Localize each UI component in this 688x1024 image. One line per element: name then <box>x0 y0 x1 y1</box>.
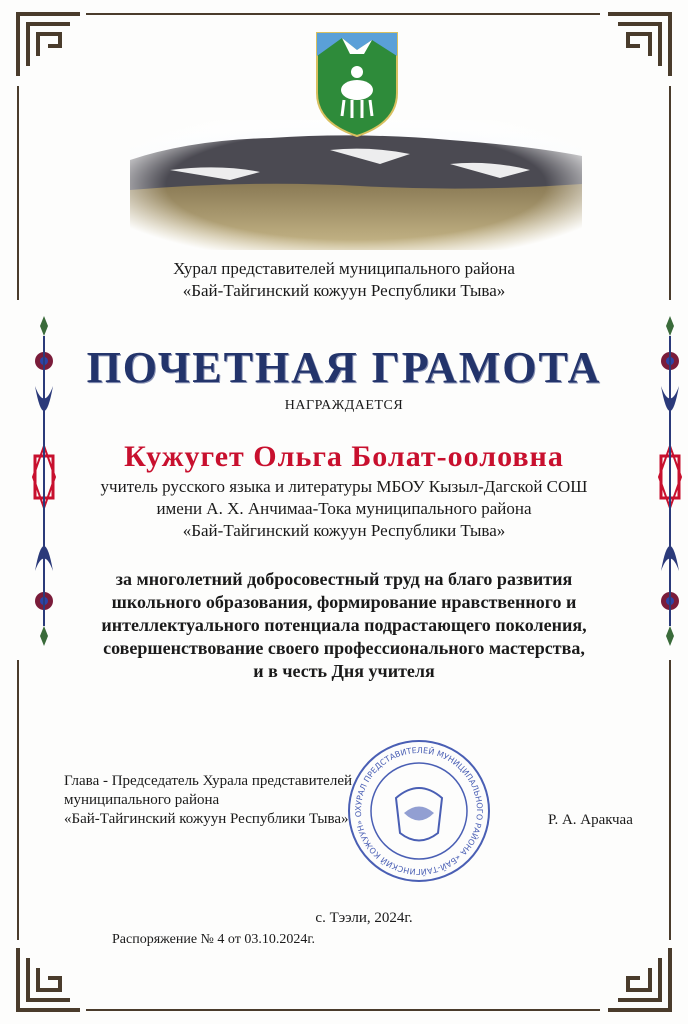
signer-line-1: Глава - Председатель Хурала представителей <box>64 773 353 789</box>
certificate-title: ПОЧЕТНАЯ ГРАМОТА <box>86 343 602 392</box>
issuer-line-2: «Бай-Тайгинский кожуун Республики Тыва» <box>182 281 506 300</box>
signer-line-3: «Бай-Тайгинский кожуун Республики Тыва» <box>64 811 349 827</box>
official-seal-stamp <box>346 738 492 884</box>
signer-block <box>64 772 352 829</box>
reason-line-4: совершенствование своего профессионального мастерства, <box>103 638 585 658</box>
order-reference: Распоряжение № 4 от 03.10.2024г. <box>112 932 315 947</box>
mountain-landscape-image <box>130 120 582 250</box>
position-line-1: учитель русского языка и литературы МБОУ Кызыл-Дагской СОШ <box>100 477 588 496</box>
position-line-3: «Бай-Тайгинский кожуун Республики Тыва» <box>182 521 506 540</box>
recipient-position <box>0 476 688 542</box>
position-line-2: имени А. Х. Анчимаа-Тока муниципального района <box>156 499 532 518</box>
place-and-date: с. Тээли, 2024г. <box>315 910 413 926</box>
awarded-label: НАГРАЖДАЕТСЯ <box>284 398 404 413</box>
issuer-heading <box>0 258 688 302</box>
issuer-line-1: Хурал представителей муниципального района <box>173 259 515 278</box>
reason-line-3: интеллектуального потенциала подрастающего поколения, <box>101 615 587 635</box>
signer-line-2: муниципального района <box>64 792 220 808</box>
award-reason <box>0 568 688 683</box>
signer-name: Р. А. Аракчаа <box>548 812 633 828</box>
coat-of-arms-emblem <box>312 28 402 138</box>
reason-line-5: и в честь Дня учителя <box>253 661 435 681</box>
reason-line-2: школьного образования, формирование нравственного и <box>111 592 577 612</box>
reason-line-1: за многолетний добросовестный труд на благо развития <box>115 569 573 589</box>
recipient-name: Кужугет Ольга Болат-ооловна <box>124 440 564 473</box>
stamp-ring-text: ХУРАЛ ПРЕДСТАВИТЕЛЕЙ МУНИЦИПАЛЬНОГО РАЙОНА «БАЙ-ТАЙГИНСКИЙ КОЖУУН» О <box>353 745 485 877</box>
